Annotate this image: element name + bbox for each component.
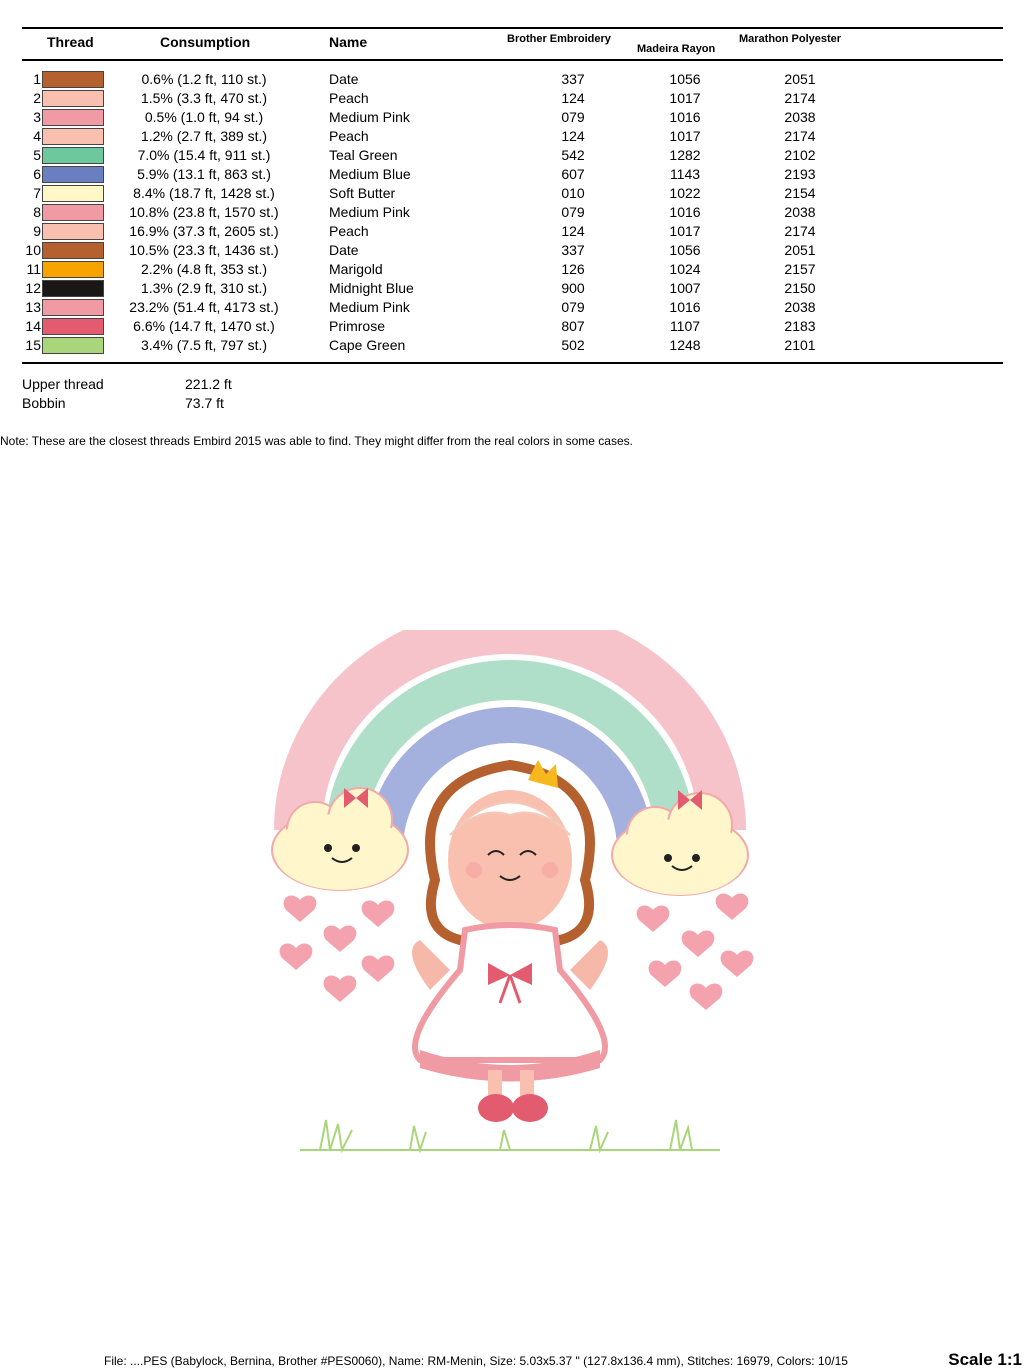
table-header-rule bbox=[22, 59, 1003, 61]
thread-name: Teal Green bbox=[329, 147, 398, 163]
table-row bbox=[0, 336, 1024, 355]
color-swatch bbox=[42, 337, 104, 354]
color-swatch bbox=[42, 166, 104, 183]
madeira-code: 1248 bbox=[669, 337, 701, 353]
thread-consumption: 5.9% (13.1 ft, 863 st.) bbox=[137, 166, 271, 182]
table-row bbox=[0, 260, 1024, 279]
scale-label: Scale 1:1 bbox=[948, 1350, 1022, 1369]
thread-name: Date bbox=[329, 242, 359, 258]
madeira-code: 1016 bbox=[669, 109, 701, 125]
brother-code: 502 bbox=[561, 337, 585, 353]
thread-name: Cape Green bbox=[329, 337, 406, 353]
header-brother: Brother Embroidery bbox=[507, 33, 611, 45]
thread-name: Medium Pink bbox=[329, 204, 410, 220]
color-swatch bbox=[42, 128, 104, 145]
marathon-code: 2102 bbox=[784, 147, 816, 163]
thread-number: 2 bbox=[33, 90, 41, 106]
madeira-code: 1024 bbox=[669, 261, 701, 277]
brother-code: 079 bbox=[561, 299, 585, 315]
brother-code: 079 bbox=[561, 204, 585, 220]
color-swatch bbox=[42, 261, 104, 278]
thread-consumption: 1.3% (2.9 ft, 310 st.) bbox=[140, 280, 268, 296]
thread-consumption: 8.4% (18.7 ft, 1428 st.) bbox=[133, 185, 275, 201]
thread-name: Soft Butter bbox=[329, 185, 396, 201]
marathon-code: 2157 bbox=[784, 261, 816, 277]
brother-code: 126 bbox=[561, 261, 585, 277]
table-row bbox=[0, 222, 1024, 241]
marathon-code: 2051 bbox=[784, 71, 816, 87]
madeira-code: 1007 bbox=[669, 280, 701, 296]
thread-consumption: 0.5% (1.0 ft, 94 st.) bbox=[144, 109, 264, 125]
note-text: Note: These are the closest threads Embird 2015 was able to find. They might differ from the real colors in some cases. bbox=[0, 434, 633, 448]
marathon-code: 2051 bbox=[784, 242, 816, 258]
marathon-code: 2154 bbox=[784, 185, 816, 201]
thread-number: 12 bbox=[25, 280, 41, 296]
marathon-code: 2183 bbox=[784, 318, 816, 334]
madeira-code: 1143 bbox=[669, 166, 701, 182]
table-row bbox=[0, 70, 1024, 89]
color-swatch bbox=[42, 280, 104, 297]
thread-name: Medium Blue bbox=[329, 166, 411, 182]
thread-number: 10 bbox=[25, 242, 41, 258]
thread-number: 5 bbox=[33, 147, 41, 163]
table-row bbox=[0, 317, 1024, 336]
madeira-code: 1017 bbox=[669, 128, 701, 144]
marathon-code: 2101 bbox=[784, 337, 816, 353]
marathon-code: 2174 bbox=[784, 90, 816, 106]
thread-name: Peach bbox=[329, 223, 369, 239]
madeira-code: 1016 bbox=[669, 204, 701, 220]
thread-name: Peach bbox=[329, 128, 369, 144]
thread-number: 8 bbox=[33, 204, 41, 220]
color-swatch bbox=[42, 242, 104, 259]
table-row bbox=[0, 241, 1024, 260]
madeira-code: 1017 bbox=[669, 223, 701, 239]
marathon-code: 2038 bbox=[784, 299, 816, 315]
thread-name: Date bbox=[329, 71, 359, 87]
grass bbox=[300, 1120, 720, 1150]
color-swatch bbox=[42, 147, 104, 164]
brother-code: 607 bbox=[561, 166, 585, 182]
table-bottom-rule bbox=[22, 362, 1003, 364]
thread-number: 4 bbox=[33, 128, 41, 144]
marathon-code: 2174 bbox=[784, 128, 816, 144]
header-madeira: Madeira Rayon bbox=[637, 43, 716, 55]
brother-code: 010 bbox=[561, 185, 585, 201]
marathon-code: 2193 bbox=[784, 166, 816, 182]
thread-number: 7 bbox=[33, 185, 41, 201]
thread-consumption: 10.8% (23.8 ft, 1570 st.) bbox=[129, 204, 279, 220]
color-swatch bbox=[42, 109, 104, 126]
thread-number: 6 bbox=[33, 166, 41, 182]
girl-figure bbox=[412, 760, 608, 1122]
thread-number: 15 bbox=[25, 337, 41, 353]
thread-consumption: 0.6% (1.2 ft, 110 st.) bbox=[141, 71, 267, 87]
thread-number: 1 bbox=[33, 71, 41, 87]
color-swatch bbox=[42, 204, 104, 221]
table-row bbox=[0, 146, 1024, 165]
thread-number: 13 bbox=[25, 299, 41, 315]
madeira-code: 1107 bbox=[669, 318, 701, 334]
thread-number: 14 bbox=[25, 318, 41, 334]
thread-consumption: 1.2% (2.7 ft, 389 st.) bbox=[140, 128, 268, 144]
madeira-code: 1022 bbox=[669, 185, 701, 201]
thread-name: Midnight Blue bbox=[329, 280, 414, 296]
thread-name: Medium Pink bbox=[329, 299, 410, 315]
marathon-code: 2038 bbox=[784, 109, 816, 125]
header-consumption: Consumption bbox=[160, 34, 251, 50]
brother-code: 124 bbox=[561, 90, 585, 106]
thread-name: Medium Pink bbox=[329, 109, 410, 125]
brother-code: 124 bbox=[561, 128, 585, 144]
brother-code: 542 bbox=[561, 147, 585, 163]
thread-consumption: 10.5% (23.3 ft, 1436 st.) bbox=[129, 242, 279, 258]
table-row bbox=[0, 89, 1024, 108]
brother-code: 337 bbox=[561, 242, 585, 258]
table-row bbox=[0, 127, 1024, 146]
madeira-code: 1282 bbox=[669, 147, 701, 163]
embroidery-preview bbox=[260, 630, 760, 1170]
file-info-footer: File: ....PES (Babylock, Bernina, Brother #PES0060), Name: RM-Menin, Size: 5.03x5.37 " (127.8x136.4 mm), Stitches: 16979, Colors: 10/15 bbox=[104, 1354, 848, 1368]
brother-code: 900 bbox=[561, 280, 585, 296]
header-marathon: Marathon Polyester bbox=[739, 33, 842, 45]
marathon-code: 2174 bbox=[784, 223, 816, 239]
thread-consumption: 23.2% (51.4 ft, 4173 st.) bbox=[129, 299, 279, 315]
table-row bbox=[0, 279, 1024, 298]
color-swatch bbox=[42, 223, 104, 240]
brother-code: 079 bbox=[561, 109, 585, 125]
thread-consumption: 1.5% (3.3 ft, 470 st.) bbox=[140, 90, 268, 106]
bobbin-value: 73.7 ft bbox=[185, 395, 224, 411]
color-swatch bbox=[42, 71, 104, 88]
madeira-code: 1056 bbox=[669, 242, 701, 258]
color-swatch bbox=[42, 90, 104, 107]
madeira-code: 1056 bbox=[669, 71, 701, 87]
marathon-code: 2150 bbox=[784, 280, 816, 296]
madeira-code: 1017 bbox=[669, 90, 701, 106]
thread-consumption: 6.6% (14.7 ft, 1470 st.) bbox=[133, 318, 275, 334]
thread-number: 3 bbox=[33, 109, 41, 125]
thread-name: Marigold bbox=[329, 261, 383, 277]
color-swatch bbox=[42, 318, 104, 335]
header-name: Name bbox=[329, 34, 368, 50]
table-row bbox=[0, 298, 1024, 317]
bobbin-label: Bobbin bbox=[22, 395, 66, 411]
table-row bbox=[0, 203, 1024, 222]
madeira-code: 1016 bbox=[669, 299, 701, 315]
thread-name: Primrose bbox=[329, 318, 386, 334]
brother-code: 337 bbox=[561, 71, 585, 87]
table-top-rule bbox=[22, 27, 1003, 29]
brother-code: 807 bbox=[561, 318, 585, 334]
table-row bbox=[0, 165, 1024, 184]
thread-consumption: 3.4% (7.5 ft, 797 st.) bbox=[140, 337, 268, 353]
color-swatch bbox=[42, 185, 104, 202]
thread-consumption: 16.9% (37.3 ft, 2605 st.) bbox=[129, 223, 279, 239]
thread-name: Peach bbox=[329, 90, 369, 106]
header-thread: Thread bbox=[47, 34, 94, 50]
upper-thread-label: Upper thread bbox=[22, 376, 104, 392]
brother-code: 124 bbox=[561, 223, 585, 239]
color-swatch bbox=[42, 299, 104, 316]
thread-number: 9 bbox=[33, 223, 41, 239]
marathon-code: 2038 bbox=[784, 204, 816, 220]
upper-thread-value: 221.2 ft bbox=[185, 376, 232, 392]
table-row bbox=[0, 108, 1024, 127]
thread-consumption: 7.0% (15.4 ft, 911 st.) bbox=[137, 147, 271, 163]
table-row bbox=[0, 184, 1024, 203]
thread-number: 11 bbox=[26, 261, 41, 277]
thread-consumption: 2.2% (4.8 ft, 353 st.) bbox=[140, 261, 268, 277]
